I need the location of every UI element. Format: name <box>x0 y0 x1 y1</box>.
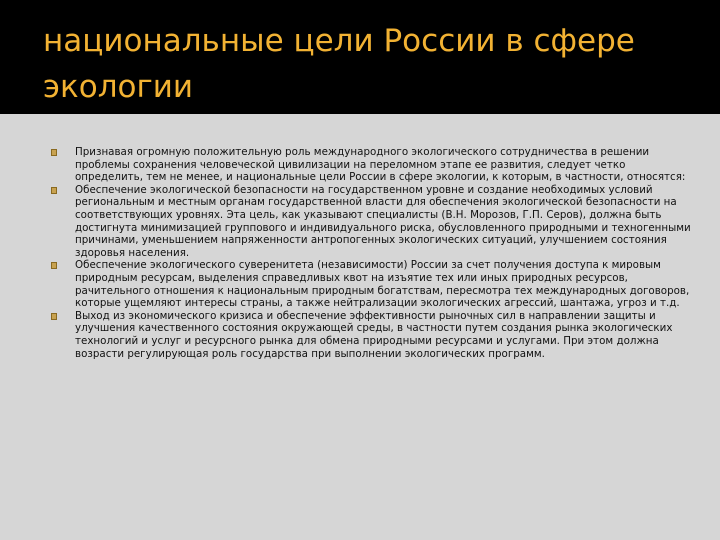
bullet-text: Обеспечение экологического суверенитета (независимости) России за счет получения доступа к мировым природным ресурсам, выделения справедливых квот на изъятие тех или иных природных ресурсов, рачительного отношения к национальным природным богатствам, пересмотра тех международных договоров, которые ущемляют интересы страны, а также нейтрализации экологических агрессий, шантажа, угроз и т.д. <box>75 259 690 310</box>
square-bullet-icon <box>51 313 57 320</box>
slide-title: национальные цели России в сфере экологии <box>43 23 635 105</box>
bullet-text: Обеспечение экологической безопасности на государственном уровне и создание необходимых условий региональным и местным органам государственной власти для обеспечения экологической безопасности на соответствующих уровнях. Эта цель, как указывают специалисты (В.Н. Морозов, Г.П. Серов), должна быть достигнута минимизацией группового и индивидуального риска, обусловленного природными и техногенными причинами, уменьшением напряженности антропогенных экологических ситуаций, улучшением состояния здоровья населения. <box>75 183 691 259</box>
bullet-item <box>51 310 691 360</box>
square-bullet-icon <box>51 187 57 194</box>
bullet-item <box>51 184 691 260</box>
bullet-item <box>51 146 691 184</box>
bullet-text: Выход из экономического кризиса и обеспечение эффективности рыночных сил в направлении защиты и улучшения качественного состояния окружающей среды, в частности путем создания рынка экологических технологий и услуг и ресурсного рынка для обмена природными ресурсами и услугами. При этом должна возрасти регулирующая роль государства при выполнении экологических программ. <box>75 309 673 360</box>
bullet-text: Признавая огромную положительную роль международного экологического сотрудничества в решении проблемы сохранения человеческой цивилизации на переломном этапе ее развития, следует четко определить, тем не менее, и национальные цели России в сфере экологии, к которым, в частности, относятся: <box>75 146 686 184</box>
bullet-list <box>51 146 691 360</box>
square-bullet-icon <box>51 262 57 269</box>
bullet-item <box>51 259 691 309</box>
square-bullet-icon <box>51 149 57 156</box>
